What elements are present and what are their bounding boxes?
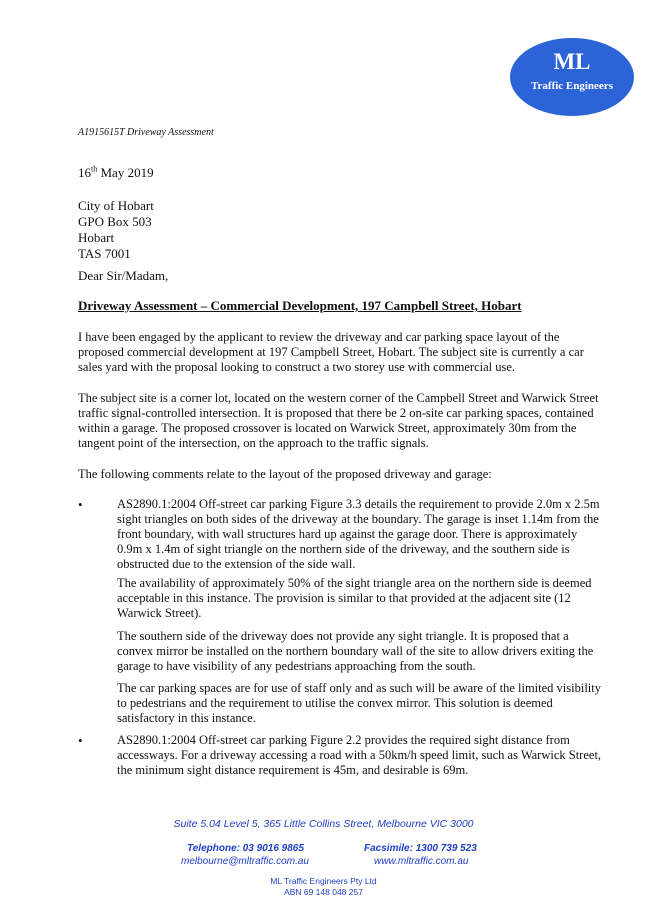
address-line: City of Hobart: [78, 198, 154, 213]
salutation: Dear Sir/Madam,: [78, 268, 169, 283]
recipient-address: [78, 198, 154, 262]
footer-company: ML Traffic Engineers Pty Ltd: [270, 876, 377, 886]
bullet-paragraph: AS2890.1:2004 Off-street car parking Figure 3.3 details the requirement to provide 2.0m x 2.5m sight triangles on both sides of the driveway at the boundary. The garage is inset 1.14m from the front boundary, with wall structures hard up against the garage door. There is approximately 0.9m x 1.4m of sight triangle on the northern side of the driveway, and the southern side is obstructed due to the extension of the side wall.: [117, 497, 600, 571]
body-paragraph: The subject site is a corner lot, located on the western corner of the Campbell Street and Warwick Street traffic signal-controlled intersection. It is proposed that there be 2 on-site car parking spaces, contained within a garage. The proposed crossover is located on Warwick Street, approximately 30m from the tangent point of the intersection, on the approach to the traffic signals.: [78, 391, 599, 450]
document-reference: A1915615T Driveway Assessment: [78, 127, 214, 138]
bullet-paragraph: The availability of approximately 50% of the sight triangle area on the northern side is deemed acceptable in this instance. The provision is similar to that provided at the adjacent site (12 Warwick Street).: [117, 576, 592, 620]
bullet-marker: •: [78, 497, 83, 512]
letter-date: 16th May 2019: [78, 164, 154, 180]
footer-facsimile: Facsimile: 1300 739 523: [364, 843, 477, 854]
footer-website-link[interactable]: www.mltraffic.com.au: [374, 856, 469, 867]
bullet-paragraph: AS2890.1:2004 Off-street car parking Figure 2.2 provides the required sight distance from accessways. For a driveway accessing a road with a 50km/h speed limit, such as Warwick Street, the minimum sight distance requirement is 45m, and desirable is 69m.: [117, 733, 602, 777]
logo-subtitle: Traffic Engineers: [531, 80, 613, 92]
body-paragraph: The following comments relate to the layout of the proposed driveway and garage:: [78, 467, 492, 481]
footer-email-link[interactable]: melbourne@mltraffic.com.au: [181, 856, 309, 867]
address-line: GPO Box 503: [78, 214, 152, 229]
subject-heading: Driveway Assessment – Commercial Development, 197 Campbell Street, Hobart: [78, 298, 522, 313]
footer-abn: ABN 69 148 048 257: [284, 887, 363, 897]
body-paragraph: I have been engaged by the applicant to review the driveway and car parking space layout of the proposed commercial development at 197 Campbell Street, Hobart. The subject site is currently a car sales yard with the proposal looking to construct a two storey use with commercial use.: [78, 330, 584, 374]
logo-initials: ML: [553, 49, 591, 74]
company-logo: [510, 38, 634, 116]
bullet-marker: •: [78, 733, 83, 748]
footer-telephone: Telephone: 03 9016 9865: [187, 843, 304, 854]
address-line: TAS 7001: [78, 246, 131, 261]
bullet-paragraph: The southern side of the driveway does not provide any sight triangle. It is proposed that a convex mirror be installed on the northern boundary wall of the site to allow drivers exiting the garage to have visibility of any pedestrians approaching from the south.: [117, 629, 594, 673]
bullet-paragraph: The car parking spaces are for use of staff only and as such will be aware of the limited visibility to pedestrians and the requirement to utilise the convex mirror. This solution is deemed satisfactory in this instance.: [117, 681, 601, 725]
footer-address: Suite 5.04 Level 5, 365 Little Collins Street, Melbourne VIC 3000: [173, 818, 474, 830]
address-line: Hobart: [78, 230, 115, 245]
